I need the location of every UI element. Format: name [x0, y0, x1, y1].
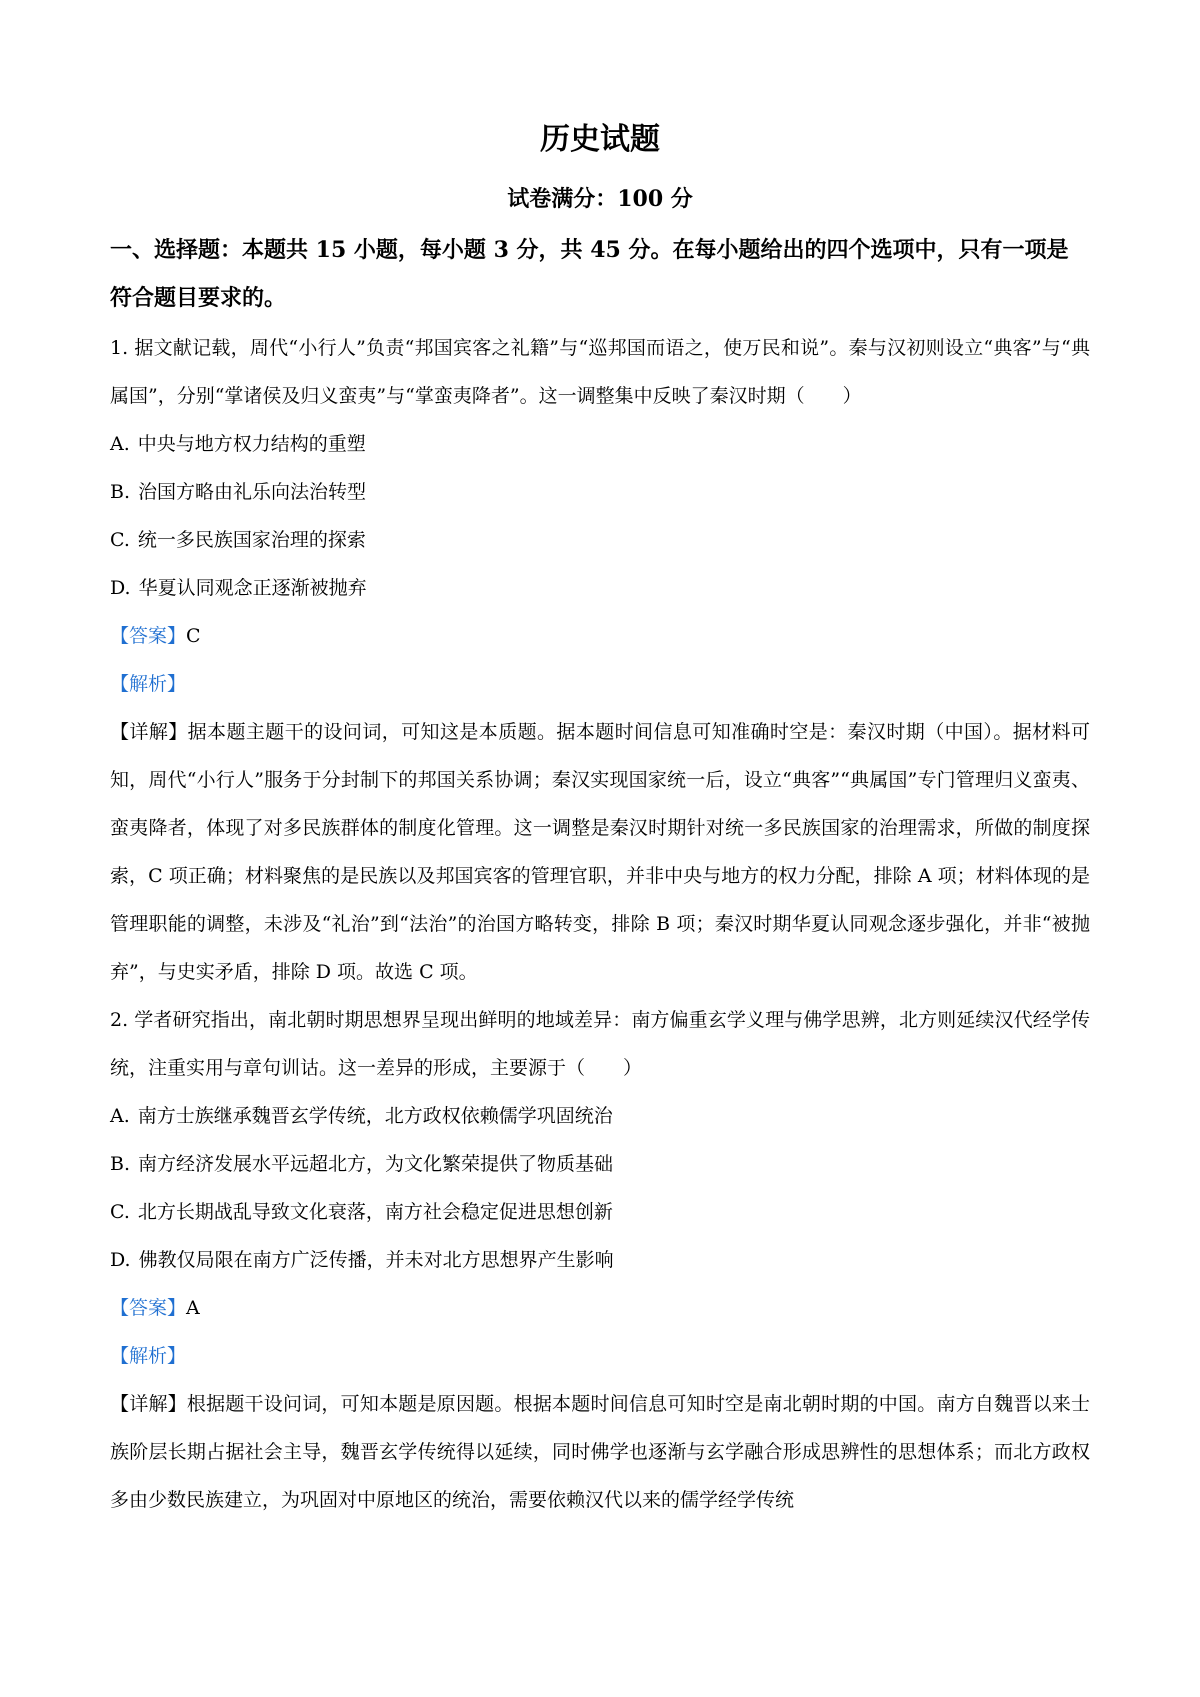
- option-letter: B.: [110, 1153, 131, 1175]
- analysis-label: 【解析】: [110, 1345, 187, 1367]
- option-text: 南方士族继承魏晋玄学传统，北方政权依赖儒学巩固统治: [137, 1105, 613, 1127]
- score-info: 试卷满分：100 分: [507, 186, 693, 212]
- question-2-analysis-label: [110, 1332, 1090, 1380]
- question-2-option-c: [110, 1188, 1090, 1236]
- option-text: 华夏认同观念正逐渐被抛弃: [138, 577, 367, 599]
- question-1-answer: [110, 612, 1090, 660]
- question-1-detail: [110, 708, 1090, 996]
- option-letter: A.: [110, 433, 130, 455]
- detail-label: 【详解】: [110, 721, 188, 743]
- question-1: [110, 324, 1090, 996]
- option-letter: C.: [110, 529, 130, 551]
- option-text: 中央与地方权力结构的重塑: [137, 433, 366, 455]
- question-1-option-a: [110, 420, 1090, 468]
- detail-label: 【详解】: [110, 1393, 187, 1415]
- analysis-label: 【解析】: [110, 673, 187, 695]
- page-title: 历史试题: [540, 122, 660, 157]
- option-text: 北方长期战乱导致文化衰落，南方社会稳定促进思想创新: [137, 1201, 613, 1223]
- question-1-option-d: [110, 564, 1090, 612]
- answer-value: A: [186, 1297, 200, 1319]
- option-letter: D.: [110, 1249, 131, 1271]
- detail-text: 根据题干设问词，可知本题是原因题。根据本题时间信息可知时空是南北朝时期的中国。南方自魏晋以来士族阶层长期占据社会主导，魏晋玄学传统得以延续，同时佛学也逐渐与玄学融合形成思辨性的思想体系；而北方政权多由少数民族建立，为巩固对中原地区的统治，需要依赖汉代以来的儒学经学传统: [110, 1393, 1090, 1511]
- option-text: 南方经济发展水平远超北方，为文化繁荣提供了物质基础: [138, 1153, 614, 1175]
- question-2-option-d: [110, 1236, 1090, 1284]
- option-letter: A.: [110, 1105, 130, 1127]
- detail-text: 据本题主题干的设问词，可知这是本质题。据本题时间信息可知准确时空是：秦汉时期（中国）。据材料可知，周代“小行人”服务于分封制下的邦国关系协调；秦汉实现国家统一后，设立“典客”“典属国”专门管理归义蛮夷、蛮夷降者，体现了对多民族群体的制度化管理。这一调整是秦汉时期针对统一多民族国家的治理需求，所做的制度探索，C 项正确；材料聚焦的是民族以及邦国宾客的管理官职，并非中央与地方的权力分配，排除 A 项；材料体现的是管理职能的调整，未涉及“礼治”到“法治”的治国方略转变，排除 B 项；秦汉时期华夏认同观念逐步强化，并非“被抛弃”，与史实矛盾，排除 D 项。故选 C 项。: [110, 721, 1090, 983]
- option-letter: C.: [110, 1201, 130, 1223]
- answer-label: 【答案】: [110, 1297, 187, 1319]
- option-text: 治国方略由礼乐向法治转型: [138, 481, 367, 503]
- question-2-option-a: [110, 1092, 1090, 1140]
- answer-label: 【答案】: [110, 625, 187, 647]
- question-2-option-b: [110, 1140, 1090, 1188]
- option-text: 统一多民族国家治理的探索: [137, 529, 366, 551]
- question-2-stem: 2. 学者研究指出，南北朝时期思想界呈现出鲜明的地域差异：南方偏重玄学义理与佛学思辨，北方则延续汉代经学传统，注重实用与章句训诂。这一差异的形成，主要源于（ ）: [110, 1009, 1090, 1079]
- question-1-stem: 1. 据文献记载，周代“小行人”负责“邦国宾客之礼籍”与“巡邦国而语之，使万民和说”。秦与汉初则设立“典客”与“典属国”，分别“掌诸侯及归义蛮夷”与“掌蛮夷降者”。这一调整集中反映了秦汉时期（ ）: [110, 337, 1090, 407]
- question-2-answer: [110, 1284, 1090, 1332]
- option-text: 佛教仅局限在南方广泛传播，并未对北方思想界产生影响: [138, 1249, 614, 1271]
- question-2-detail: [110, 1380, 1090, 1524]
- option-letter: B.: [110, 481, 131, 503]
- question-1-option-b: [110, 468, 1090, 516]
- question-1-analysis-label: [110, 660, 1090, 708]
- answer-value: C: [186, 625, 201, 647]
- question-1-option-c: [110, 516, 1090, 564]
- option-letter: D.: [110, 577, 131, 599]
- question-2: [110, 996, 1090, 1524]
- section-heading: 一、选择题：本题共 15 小题，每小题 3 分，共 45 分。在每小题给出的四个选项中，只有一项是符合题目要求的。: [110, 237, 1069, 311]
